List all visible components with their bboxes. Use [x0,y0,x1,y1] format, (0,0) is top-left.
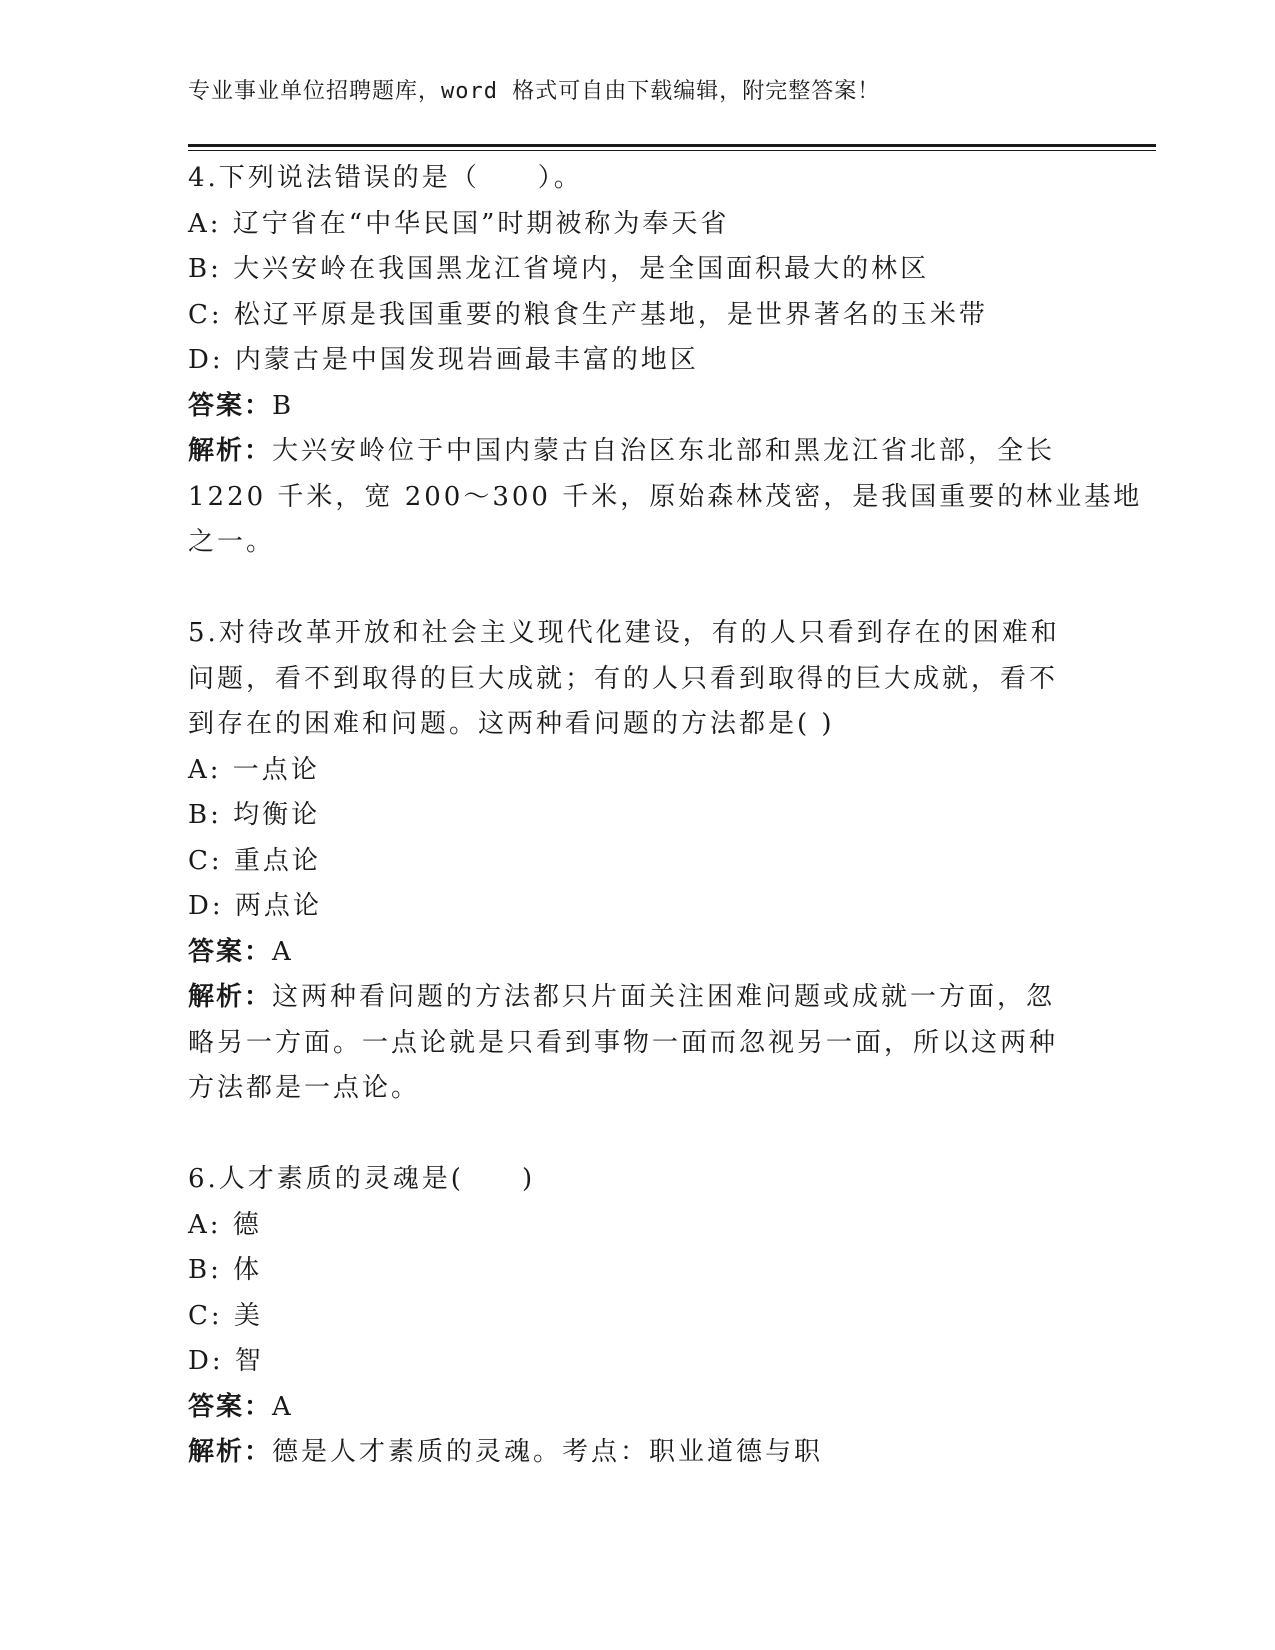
option-c: C: 松辽平原是我国重要的粮食生产基地，是世界著名的玉米带 [188,299,988,330]
question-6 [188,1157,1088,1476]
option-d: D: 内蒙古是中国发现岩画最丰富的地区 [188,345,699,375]
page-header: 专业事业单位招聘题库，word 格式可自由下载编辑，附完整答案！ [188,79,881,104]
question-stem-line-3: 到存在的困难和问题。这两种看问题的方法都是( ) [188,709,835,739]
analysis-line-1 [188,1430,1088,1476]
analysis-text: 大兴安岭位于中国内蒙古自治区东北部和黑龙江省北部，全长 [272,436,1056,466]
analysis-label: 解析： [188,1437,273,1467]
analysis-line-2: 略另一方面。一点论就是只看到事物一面而忽视另一面，所以这两种 [188,1027,1059,1058]
option-b: B: 体 [188,1255,263,1285]
answer-line [188,1385,1088,1431]
option-c: C: 美 [188,1300,263,1331]
analysis-line-1 [188,429,1088,475]
option-a: A: 一点论 [188,754,320,785]
answer-label: 答案： [188,1391,273,1422]
answer-line [188,930,1088,976]
answer-label: 答案： [188,936,273,967]
analysis-label: 解析： [188,436,273,466]
option-a: A: 德 [188,1209,262,1240]
option-d: D: 智 [188,1346,264,1376]
question-stem: 4.下列说法错误的是（ ）。 [188,163,583,193]
answer-value: A [272,1391,294,1422]
option-b: B: 大兴安岭在我国黑龙江省境内，是全国面积最大的林区 [188,254,930,284]
question-stem: 6.人才素质的灵魂是( ) [188,1164,536,1194]
option-b: B: 均衡论 [188,800,321,830]
analysis-line-1 [188,975,1088,1021]
spacer [188,1112,1088,1158]
option-a: A: 辽宁省在“中华民国”时期被称为奉天省 [188,208,730,239]
analysis-line-3: 方法都是一点论。 [188,1073,421,1103]
analysis-line-2: 1220 千米，宽 200～300 千米，原始森林茂密，是我国重要的林业基地 [188,481,1143,512]
answer-value: B [272,390,295,421]
answer-value: A [272,936,294,967]
question-list [188,156,1143,1476]
option-d: D: 两点论 [188,891,322,921]
analysis-label: 解析： [188,982,273,1012]
question-5 [188,611,1088,1112]
option-c: C: 重点论 [188,845,321,876]
answer-line [188,384,1088,430]
spacer [188,566,1088,612]
question-stem-line-2: 问题，看不到取得的巨大成就；有的人只看到取得的巨大成就，看不 [188,663,1059,694]
question-stem-line-1: 5.对待改革开放和社会主义现代化建设，有的人只看到存在的困难和 [188,618,1060,648]
analysis-text: 德是人才素质的灵魂。考点：职业道德与职 [272,1437,824,1467]
analysis-text: 这两种看问题的方法都只片面关注困难问题或成就一方面，忽 [272,982,1056,1012]
answer-label: 答案： [188,390,273,421]
analysis-line-3: 之一。 [188,527,276,557]
header-rule-thick [188,144,1156,147]
question-4 [188,156,1143,566]
header-rule-thin [188,150,1156,151]
